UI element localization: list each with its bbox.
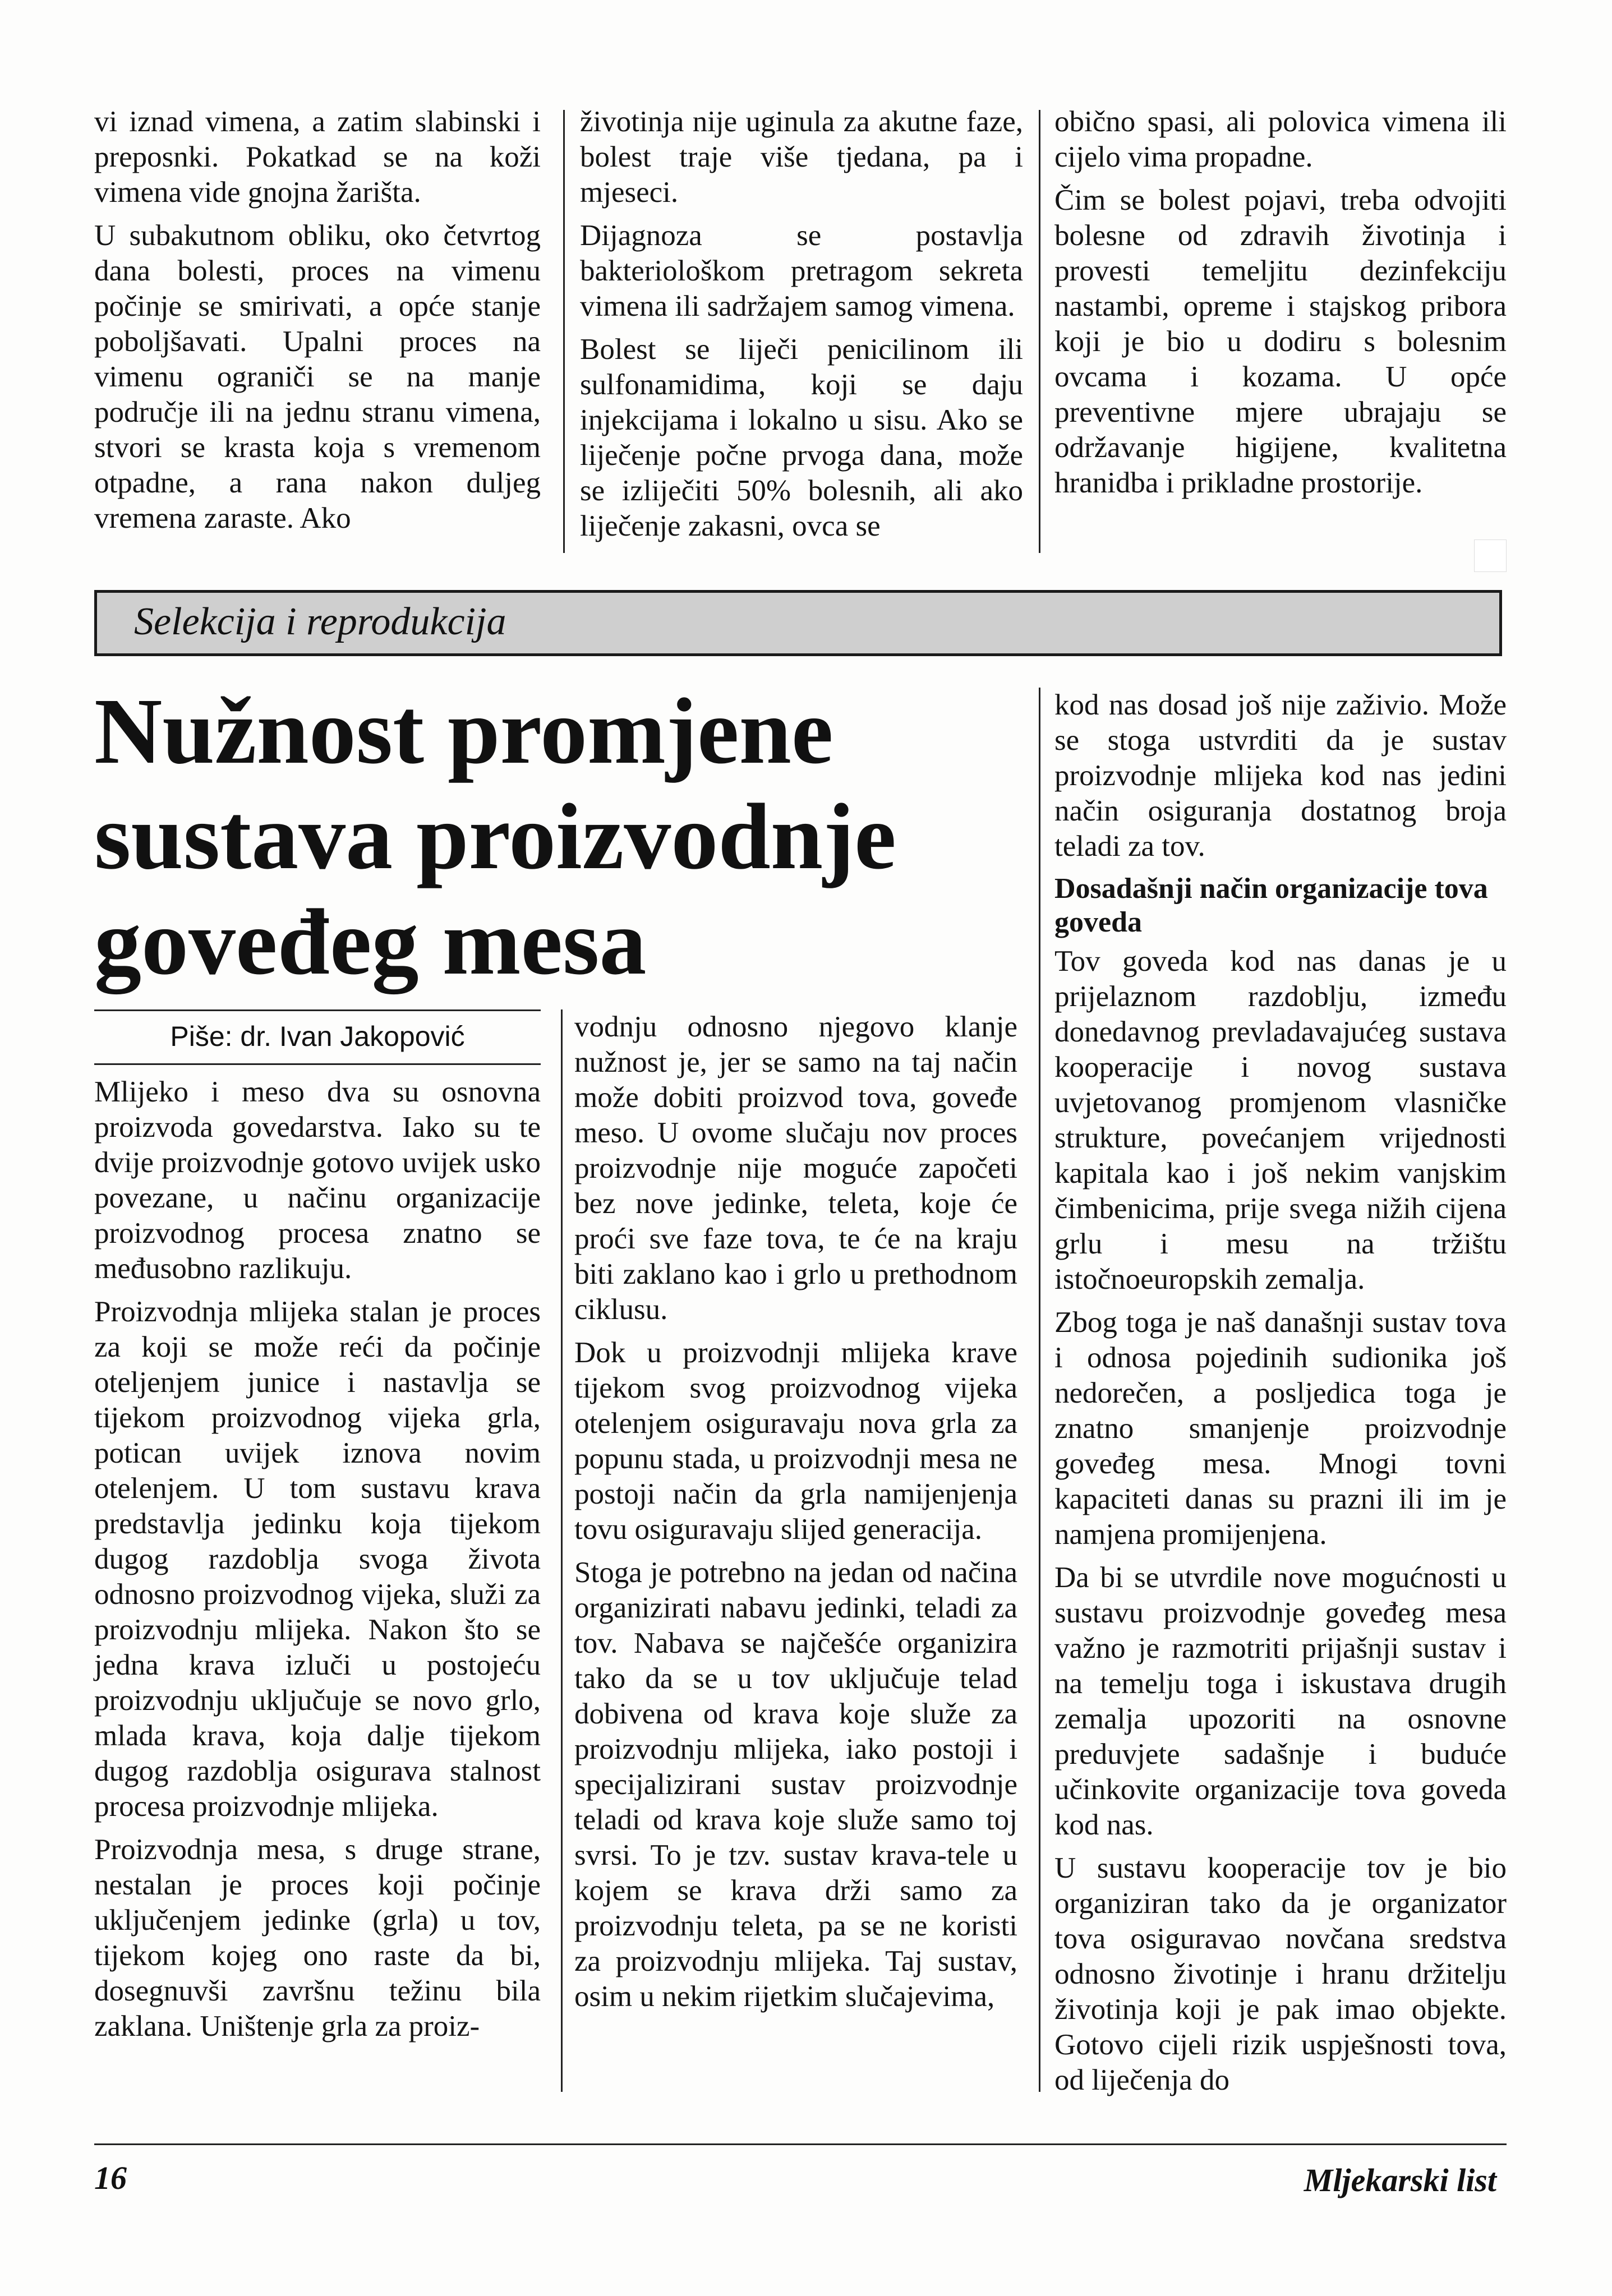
- paragraph: Proizvodnja mlijeka stalan je proces za koji se može reći da počinje oteljenjem junice i nastavlja se tijekom proizvodnog vijeka grla, potican uvijek iznova novim otelenjem. U tom sustavu krava predstavlja jedinku koja tijekom dugog razdoblja svoga života odnosno proizvodnog vijeka, služi za proizvodnju mlijeka. Nakon što se jedna krava izluči u postojeću proizvodnju uključuje se novo grlo, mlada krava, koja dalje tijekom dugog razdoblja osigurava stalnost procesa proizvodnje mlijeka.: [94, 1295, 541, 1823]
- paragraph: Dijagnoza se postavlja bakteriološkom pretragom sekreta vimena ili sadržajem samog vimena.: [580, 219, 1023, 322]
- paragraph: Tov goveda kod nas danas je u prijelaznom razdoblju, između donedavnog prevladavajućeg sustava kooperacije i novog sustava uvjetovanog promjenom vlasničke strukture, povećanjem vrijednosti kapitala kao i još nekim vanjskim čimbenicima, prije svega nižih cijena grlu i mesu na tržištu istočnoeuropskih zemalja.: [1054, 945, 1507, 1295]
- paragraph: životinja nije uginula za akutne faze, bolest traje više tjedana, pa i mjeseci.: [580, 105, 1023, 209]
- article-headline: [94, 679, 992, 995]
- article-column-1: [94, 1075, 541, 2052]
- paragraph: Proizvodnja mesa, s druge strane, nestalan je proces koji počinje uključenjem jedinke (grla) u tov, tijekom kojeg ono raste da bi, dosegnuvši završnu težinu bila zaklana. Uništenje grla za proiz-: [94, 1833, 541, 2043]
- subheading: Dosadašnji način organizacije tova goveda: [1054, 873, 1488, 938]
- paragraph: Dok u proizvodnji mlijeka krave tijekom svog proizvodnog vijeka otelenjem osiguravaju nova grla za popunu stada, u proizvodnji mesa ne postoji način da grla namijenjenja tovu osiguravaju slijed generacija.: [574, 1336, 1017, 1546]
- page-number: 16: [94, 2160, 127, 2196]
- article-byline: Piše: dr. Ivan Jakopović: [170, 1021, 465, 1052]
- paragraph: Mlijeko i meso dva su osnovna proizvoda govedarstva. Iako su te dvije proizvodnje gotovo uvijek usko povezane, u načinu organizacije proizvodnog procesa znatno se međusobno razlikuju.: [94, 1076, 541, 1285]
- paragraph: vodnju odnosno njegovo klanje nužnost je, jer se samo na taj način može dobiti proizvod tova, goveđe meso. U ovome slučaju nov proces proizvodnje nije moguće započeti bez nove jedinke, teleta, koje će proći sve faze tova, te će na kraju biti zaklano kao i grlo u prethodnom ciklusu.: [574, 1011, 1017, 1326]
- column-divider: [1039, 688, 1040, 2092]
- article-column-3: [1054, 688, 1507, 2106]
- column-divider: [1039, 110, 1040, 553]
- end-of-article-mark: [1474, 540, 1507, 572]
- paragraph: Stoga je potrebno na jedan od načina organizirati nabavu jedinki, teladi za tov. Nabava se najčešće organizira tako da se u tov uključuje telad dobivena od krava koje služe za proizvodnju mlijeka, iako postoji i specijalizirani sustav proizvodnje teladi od krava koje služe samo toj svrsi. To je tzv. sustav krava-tele u kojem se krava drži samo za proizvodnju teleta, pa se ne koristi za proizvodnju mlijeka. Taj sustav, osim u nekim rijetkim slučajevima,: [574, 1556, 1017, 2013]
- top-column-2: [580, 104, 1023, 552]
- headline-line: sustava proizvodnje: [94, 785, 896, 889]
- paragraph: kod nas dosad još nije zaživio. Može se stoga ustvrditi da je sustav proizvodnje mlijeka kod nas jedini način osiguranja dostatnog broja teladi za tov.: [1054, 689, 1507, 863]
- headline-line: goveđeg mesa: [94, 890, 647, 994]
- headline-line: Nužnost promjene: [94, 679, 833, 783]
- column-divider: [563, 110, 565, 553]
- paragraph: Da bi se utvrdile nove mogućnosti u sustavu proizvodnje goveđeg mesa važno je razmotriti prijašnji sustav i na temelju toga i iskustava drugih zemalja upozoriti na osnovne preduvjete sadašnje i buduće učinkovite organizacije tova goveda kod nas.: [1054, 1561, 1507, 1841]
- footer-rule: [94, 2143, 1507, 2145]
- publication-name: Mljekarski list: [1304, 2162, 1496, 2198]
- column-divider: [561, 1009, 563, 2092]
- paragraph: vi iznad vimena, a zatim slabinski i preposnki. Pokatkad se na koži vimena vide gnojna žarišta.: [94, 105, 541, 209]
- paragraph: U sustavu kooperacije tov je bio organiziran tako da je organizator tova osiguravao novčana sredstva odnosno životinje i hranu držitelju životinja koji je pak imao objekte. Gotovo cijeli rizik uspješnosti tova, od liječenja do: [1054, 1852, 1507, 2096]
- paragraph: U subakutnom obliku, oko četvrtog dana bolesti, proces na vimenu počinje se smirivati, a opće stanje poboljšavati. Upalni proces na vimenu ograniči se na manje područje ili na jednu stranu vimena, stvori se krasta koja s vremenom otpadne, a rana nakon duljeg vremena zaraste. Ako: [94, 219, 541, 534]
- article-column-2: [574, 1009, 1017, 2022]
- section-header-bar: [94, 590, 1502, 656]
- byline-rule-bottom: [94, 1063, 541, 1065]
- paragraph: Bolest se liječi penicilinom ili sulfonamidima, koji se daju injekcijama i lokalno u sisu. Ako se liječenje počne prvoga dana, može se izliječiti 50% bolesnih, ali ako liječenje zakasni, ovca se: [580, 333, 1023, 542]
- paragraph: obično spasi, ali polovica vimena ili cijelo vima propadne.: [1054, 105, 1507, 173]
- top-column-1: [94, 104, 541, 544]
- paragraph: Zbog toga je naš današnji sustav tova i odnosa pojedinih sudionika još nedorečen, a posljedica toga je znatno smanjenje proizvodnje goveđeg mesa. Mnogi tovni kapaciteti danas su prazni ili im je namjena promijenjena.: [1054, 1306, 1507, 1551]
- paragraph: Čim se bolest pojavi, treba odvojiti bolesne od zdravih životinja i provesti temeljitu dezinfekciju nastambi, opreme i stajskog pribora koji je bio u dodiru s bolesnim ovcama i kozama. U opće preventivne mjere ubrajaju se održavanje higijene, kvalitetna hranidba i prikladne prostorije.: [1054, 184, 1507, 499]
- section-label: Selekcija i reprodukcija: [134, 600, 506, 643]
- top-column-3: [1054, 104, 1507, 509]
